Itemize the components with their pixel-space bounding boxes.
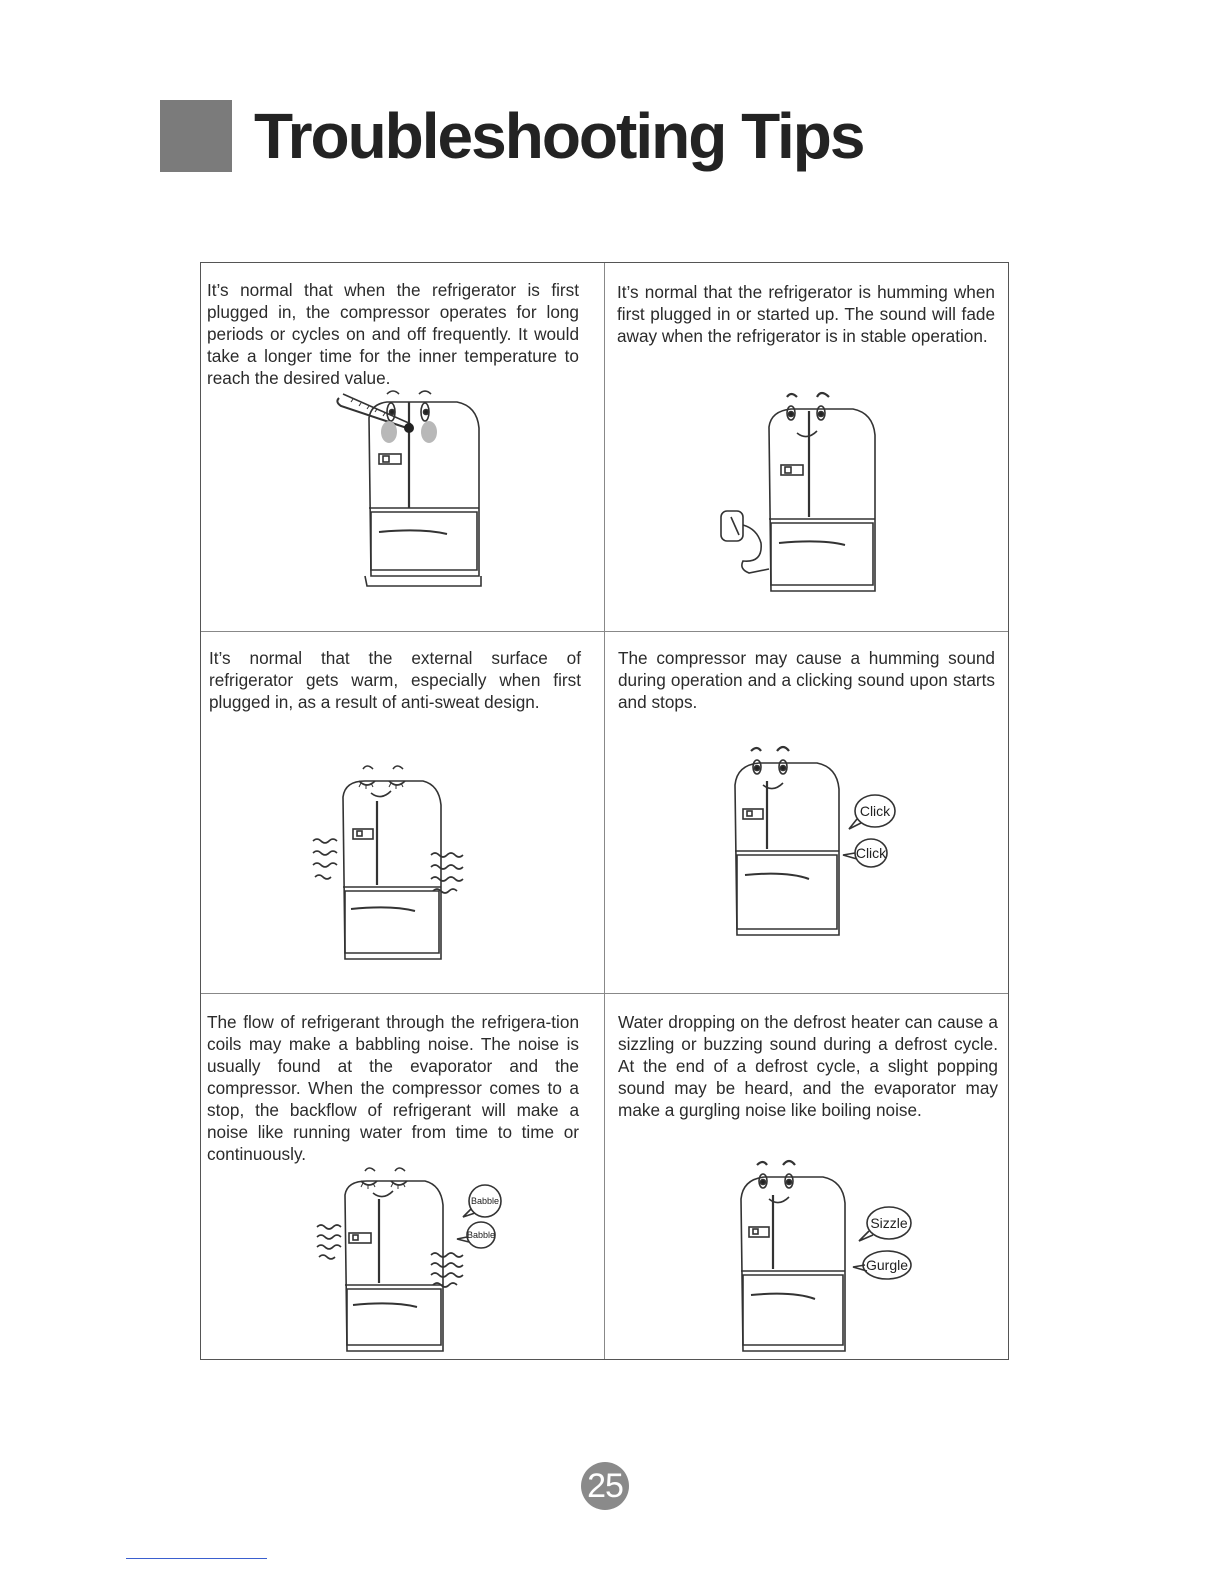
tip-6-illustration xyxy=(737,1155,927,1360)
bubble-gurgle: Gurgle xyxy=(865,1257,909,1273)
bubble-click-1: Click xyxy=(859,803,891,819)
tip-5-illustration xyxy=(313,1165,513,1360)
fridge-thermometer-icon xyxy=(331,388,491,598)
page-title: Troubleshooting Tips xyxy=(254,100,864,172)
fridge-clicking-icon xyxy=(731,741,901,941)
tip-1-illustration xyxy=(331,388,491,603)
footer-rule xyxy=(126,1558,267,1559)
fridge-sizzling-icon xyxy=(737,1155,927,1355)
tip-2-illustration xyxy=(721,393,891,613)
bubble-click-2: Click xyxy=(855,845,887,861)
fridge-warm-surface-icon xyxy=(311,763,481,963)
bubble-sizzle: Sizzle xyxy=(870,1215,908,1231)
title-marker-square xyxy=(160,100,232,172)
page-number-badge: 25 xyxy=(581,1462,629,1510)
fridge-plugged-in-icon xyxy=(721,393,891,608)
grid-divider-row-1 xyxy=(201,631,1008,632)
fridge-babbling-icon xyxy=(313,1165,513,1355)
grid-divider-row-2 xyxy=(201,993,1008,994)
tips-grid xyxy=(200,262,1009,1360)
tip-5-text: The flow of refrigerant through the refrigera-tion coils may make a babbling noise. The noise is usually found at the evaporator and the compressor. When the compressor comes to a stop, the backflow of refrigerant will make a noise like running water from time to time or continuously. xyxy=(207,1012,579,1164)
tip-2-text: It’s normal that the refrigerator is humming when first plugged in or started up. The sound will fade away when the refrigerator is in stable operation. xyxy=(617,282,995,346)
tip-3-text: It’s normal that the external surface of refrigerator gets warm, especially when first plugged in, as a result of anti-sweat design. xyxy=(209,648,581,712)
tip-6-text: Water dropping on the defrost heater can cause a sizzling or buzzing sound during a defrost cycle. At the end of a defrost cycle, a slight popping sound may be heard, and the evaporator may make a gurgling noise like boiling noise. xyxy=(618,1012,998,1120)
tip-1-text: It’s normal that when the refrigerator is first plugged in, the compressor operates for long periods or cycles on and off frequently. It would take a longer time for the inner temperature to reach the desired value. xyxy=(207,280,579,388)
tip-4-text: The compressor may cause a humming sound during operation and a clicking sound upon starts and stops. xyxy=(618,648,995,712)
bubble-babble-1: Babble xyxy=(470,1196,500,1206)
grid-divider-vertical xyxy=(604,263,605,1359)
bubble-babble-2: Babble xyxy=(466,1230,496,1240)
tip-3-illustration xyxy=(311,763,481,968)
tip-4-illustration xyxy=(731,741,901,946)
